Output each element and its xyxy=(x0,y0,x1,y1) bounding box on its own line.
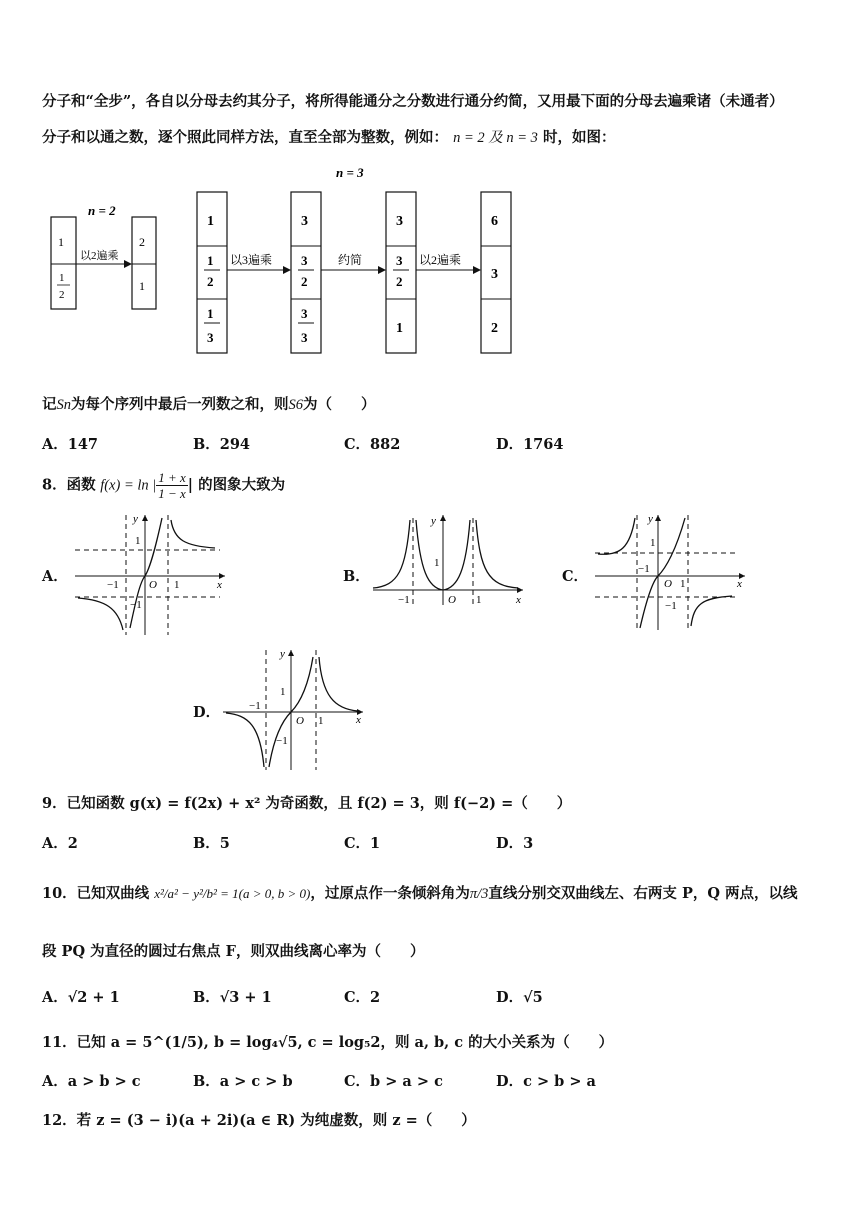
q7-option-b[interactable]: B．294 xyxy=(193,436,251,453)
q7-option-d[interactable]: D．1764 xyxy=(496,436,564,453)
svg-text:2: 2 xyxy=(491,321,498,336)
intro-line-2-text: 分子和以通之数，逐个照此同样方法，直至全部为整数，例如： xyxy=(42,129,448,146)
q7-option-a[interactable]: A．147 xyxy=(42,436,99,453)
q8-graph-d[interactable] xyxy=(218,645,368,775)
svg-text:3: 3 xyxy=(491,267,498,282)
q9-option-c[interactable]: C．1 xyxy=(344,835,381,852)
q8-graph-c[interactable] xyxy=(590,510,750,635)
svg-text:−1: −1 xyxy=(249,700,261,712)
svg-text:3: 3 xyxy=(301,253,308,268)
svg-text:−1: −1 xyxy=(130,599,142,611)
q8-graph-a[interactable] xyxy=(70,510,230,640)
svg-text:y: y xyxy=(133,513,138,525)
q11-option-c[interactable]: C．b > a > c xyxy=(344,1073,443,1090)
q10-option-a[interactable]: A．√2 + 1 xyxy=(42,989,120,1006)
n2-left-cell-1: 1 xyxy=(58,235,64,249)
n2-arrow-label: 以2遍乘 xyxy=(80,250,119,262)
svg-text:1: 1 xyxy=(207,253,214,268)
n2-title: n = 2 xyxy=(88,203,116,218)
q10-option-c[interactable]: C．2 xyxy=(344,989,381,1006)
q7-stem: 记Sn为每个序列中最后一列数之和，则S6为（ ） xyxy=(42,396,376,413)
q12-stem: 12．若 z = (3 − i)(a + 2i)(a ∈ R) 为纯虚数，则 z =（ ） xyxy=(42,1112,476,1129)
svg-text:1: 1 xyxy=(680,578,686,590)
svg-text:2: 2 xyxy=(301,274,308,289)
q10-stem-line-1: 10．已知双曲线 x²/a² − y²/b² = 1(a > 0, b > 0)，过原点作一条倾斜角为π/3直线分别交双曲线左、右两支 P，Q 两点，以线 xyxy=(42,885,798,902)
q11-option-b[interactable]: B．a > c > b xyxy=(193,1073,293,1090)
q8-label-d[interactable]: D． xyxy=(193,704,221,721)
n2-left-cell-2-den: 2 xyxy=(59,289,65,301)
n2-right-cell-1: 2 xyxy=(139,235,145,249)
q8-label-c[interactable]: C． xyxy=(562,568,589,585)
svg-text:−1: −1 xyxy=(107,579,119,591)
svg-text:2: 2 xyxy=(396,274,403,289)
svg-text:2: 2 xyxy=(207,274,214,289)
svg-text:1: 1 xyxy=(135,535,141,547)
svg-text:1: 1 xyxy=(476,594,482,606)
tongfen-diagram xyxy=(40,160,560,360)
svg-text:3: 3 xyxy=(396,214,403,229)
q8-label-b[interactable]: B． xyxy=(343,568,370,585)
svg-text:y: y xyxy=(280,648,285,660)
svg-text:x: x xyxy=(217,579,222,591)
q8-label-a[interactable]: A． xyxy=(42,568,68,585)
svg-text:x: x xyxy=(356,714,361,726)
n2-left-cell-2-num: 1 xyxy=(59,272,65,284)
svg-text:3: 3 xyxy=(207,330,214,345)
svg-text:−1: −1 xyxy=(665,600,677,612)
svg-text:3: 3 xyxy=(301,330,308,345)
q9-stem: 9．已知函数 g(x) = f(2x) + x² 为奇函数，且 f(2) = 3，则 f(−2) =（ ） xyxy=(42,795,572,812)
intro-line-2-math: n = 2 及 n = 3 xyxy=(453,130,538,146)
q9-option-d[interactable]: D．3 xyxy=(496,835,534,852)
svg-text:1: 1 xyxy=(207,214,214,229)
intro-line-1: 分子和“全步”，各自以分母去约其分子，将所得能通分之分数进行通分约简，又用最下面的分母去遍乘诸（未通者） xyxy=(42,93,784,110)
n2-right-cell-2: 1 xyxy=(139,279,145,293)
svg-text:3: 3 xyxy=(396,253,403,268)
svg-text:3: 3 xyxy=(301,306,308,321)
svg-text:1: 1 xyxy=(650,537,656,549)
svg-text:3: 3 xyxy=(301,214,308,229)
q9-option-b[interactable]: B．5 xyxy=(193,835,230,852)
svg-text:O: O xyxy=(149,579,157,591)
q7-option-c[interactable]: C．882 xyxy=(344,436,401,453)
svg-text:O: O xyxy=(296,715,304,727)
svg-text:y: y xyxy=(648,513,653,525)
q8-stem: 8．函数 f(x) = ln | $\frac{1 + x}{1 - x}$ | 的图象大致为 xyxy=(42,470,286,501)
q11-option-a[interactable]: A．a > b > c xyxy=(42,1073,141,1090)
n3-arrow-2-label: 约简 xyxy=(338,253,363,267)
svg-text:x: x xyxy=(737,578,742,590)
q10-stem-line-2: 段 PQ 为直径的圆过右焦点 F，则双曲线离心率为（ ） xyxy=(42,943,425,960)
svg-text:O: O xyxy=(448,594,456,606)
q11-stem: 11．已知 a = 5^(1/5), b = log₄√5, c = log₅2，则 a, b, c 的大小关系为（ ） xyxy=(42,1034,614,1051)
n3-arrow-1-label: 以3遍乘 xyxy=(230,253,273,267)
svg-text:1: 1 xyxy=(318,715,324,727)
svg-text:6: 6 xyxy=(491,214,498,229)
q8-graph-b[interactable] xyxy=(368,510,528,610)
svg-text:−1: −1 xyxy=(638,563,650,575)
svg-text:O: O xyxy=(664,578,672,590)
n3-arrow-3-label: 以2遍乘 xyxy=(419,253,462,267)
n3-title: n = 3 xyxy=(336,165,364,180)
svg-text:y: y xyxy=(431,515,436,527)
svg-text:x: x xyxy=(516,594,521,606)
svg-text:1: 1 xyxy=(396,321,403,336)
q9-option-a[interactable]: A．2 xyxy=(42,835,78,852)
q10-option-d[interactable]: D．√5 xyxy=(496,989,543,1006)
svg-text:−1: −1 xyxy=(276,735,288,747)
svg-text:−1: −1 xyxy=(398,594,410,606)
svg-text:1: 1 xyxy=(280,686,286,698)
intro-line-2 xyxy=(42,126,615,147)
q10-option-b[interactable]: B．√3 + 1 xyxy=(193,989,272,1006)
q11-option-d[interactable]: D．c > b > a xyxy=(496,1073,596,1090)
n2-right-box xyxy=(132,217,156,309)
intro-line-2-tail: 时，如图： xyxy=(542,129,616,146)
svg-text:1: 1 xyxy=(207,306,214,321)
svg-text:1: 1 xyxy=(174,579,180,591)
svg-text:1: 1 xyxy=(434,557,440,569)
